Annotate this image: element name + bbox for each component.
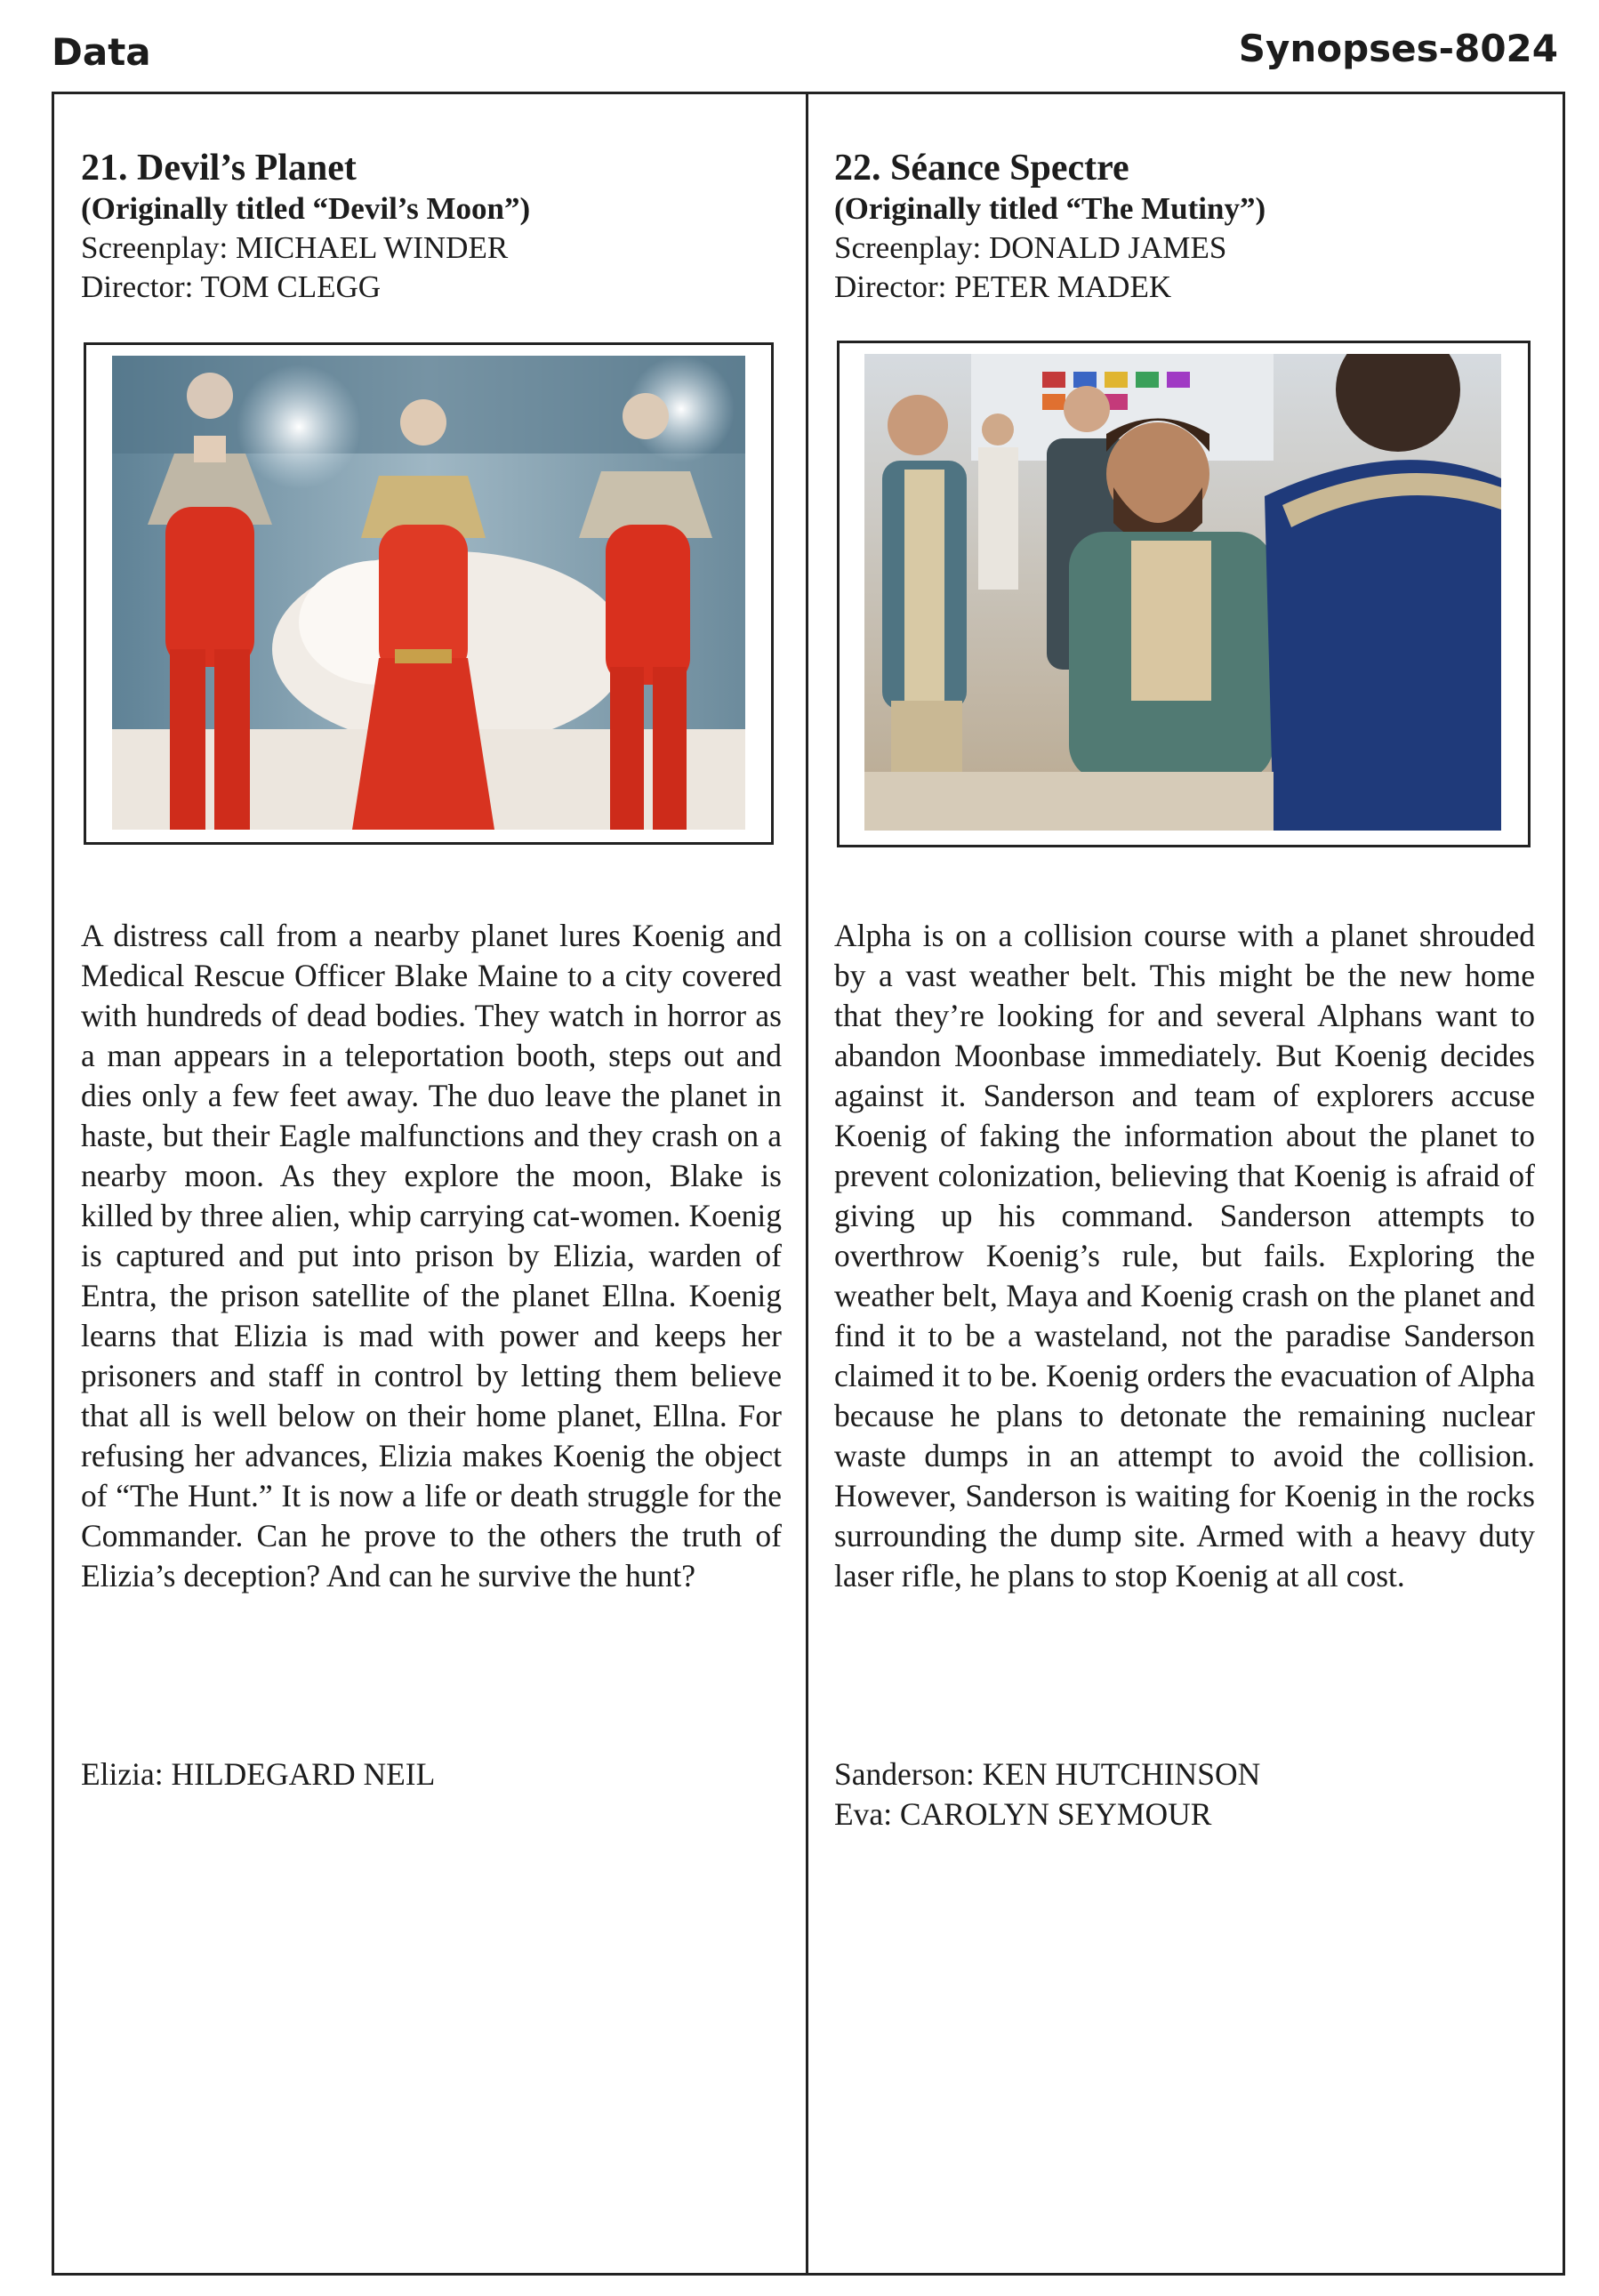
screenplay-name: MICHAEL WINDER <box>235 230 509 265</box>
episode-22-header <box>834 147 1535 307</box>
director-credit <box>834 268 1535 307</box>
episode-22-synopsis: Alpha is on a collision course with a planet shrouded by a vast weather belt. This might be the new home that they’re looking for and several Alphans want to abandon Moonbase immediately. But Koenig decides against it. Sanderson and team of explorers accuse Koenig of faking the information about the planet to prevent colonization, believing that Koenig is afraid of giving up his command. Sanderson attempts to overthrow Koenig’s rule, but fails. Exploring the weather belt, Maya and Koenig crash on the planet and find it to be a wasteland, not the paradise Sanderson claimed it to be. Koenig orders the evacuation of Alpha because he plans to detonate the remaining nuclear waste dumps in an attempt to avoid the collision. However, Sanderson is waiting for Koenig in the rocks surrounding the dump site. Armed with a heavy duty laser rifle, he plans to stop Koenig at all cost. <box>834 918 1535 1594</box>
episode-21-header <box>81 147 782 307</box>
cast-line: Eva: CAROLYN SEYMOUR <box>834 1796 1212 1832</box>
episode-title: 21. Devil’s Planet <box>81 148 357 189</box>
screenplay-credit <box>834 229 1535 268</box>
episode-21-cast <box>81 1754 435 1794</box>
episode-title: 22. Séance Spectre <box>834 148 1129 189</box>
screenplay-label: Screenplay: <box>81 230 229 265</box>
column-divider <box>806 92 808 2276</box>
cast-line: Sanderson: KEN HUTCHINSON <box>834 1756 1261 1792</box>
director-name: TOM CLEGG <box>200 269 382 304</box>
director-name: PETER MADEK <box>954 269 1172 304</box>
screenplay-name: DONALD JAMES <box>988 230 1227 265</box>
header-page-code: Synopses-8024 <box>1238 27 1558 70</box>
screenplay-credit <box>81 229 782 268</box>
cast-line: Elizia: HILDEGARD NEIL <box>81 1756 436 1792</box>
page-header <box>0 27 1599 80</box>
episode-22-photo <box>864 354 1501 831</box>
original-title: (Originally titled “Devil’s Moon”) <box>81 191 531 226</box>
episode-22-cast <box>834 1754 1260 1834</box>
original-title: (Originally titled “The Mutiny”) <box>834 191 1266 226</box>
director-credit <box>81 268 782 307</box>
episode-21-synopsis: A distress call from a nearby planet lures Koenig and Medical Rescue Officer Blake Maine to a city covered with hundreds of dead bodies. They watch in horror as a man appears in a teleportation booth, steps out and dies only a few feet away. The duo leave the planet in haste, but their Eagle malfunctions and they crash on a nearby moon. As they explore the moon, Blake is killed by three alien, whip carrying cat-women. Koenig is captured and put into prison by Elizia, warden of Entra, the prison satellite of the planet Ellna. Koenig learns that Elizia is mad with power and keeps her prisoners and staff in control by letting them believe that all is well below on their home planet, Ellna. For refusing her advances, Elizia makes Koenig the object of “The Hunt.” It is now a life or death struggle for the Commander. Can he prove to the others the truth of Elizia’s deception? And can he survive the hunt? <box>81 918 782 1594</box>
screenplay-label: Screenplay: <box>834 230 982 265</box>
episode-21-photo <box>112 356 745 830</box>
director-label: Director: <box>81 269 194 304</box>
director-label: Director: <box>834 269 947 304</box>
header-section-label: Data <box>52 30 151 74</box>
